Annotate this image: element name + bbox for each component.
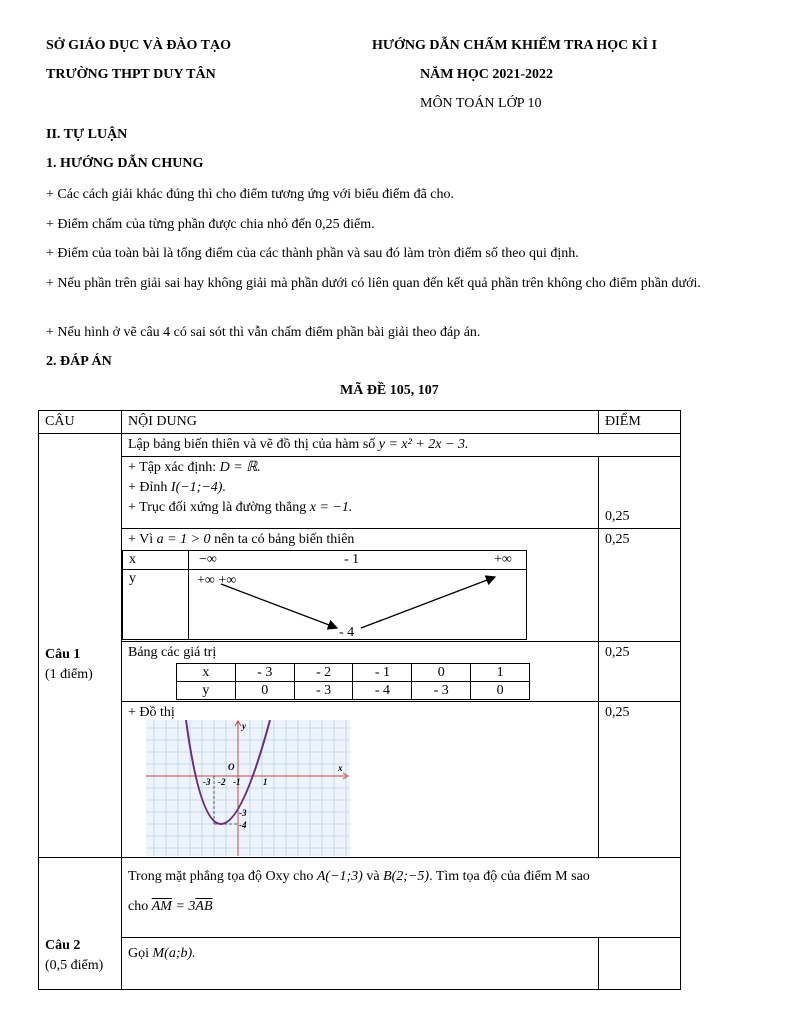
general-item: + Các cách giải khác đúng thì cho điểm tương ứng với biểu điểm đã cho. [46,187,454,202]
q1-var-formula: a = 1 > 0 [156,532,211,547]
general-item: + Điểm chấm của từng phần được chia nhỏ đến 0,25 điểm. [46,217,375,232]
general-item: + Điểm của toàn bài là tổng điểm của các thành phần và sau đó làm tròn điểm số theo qui định. [46,246,579,261]
q1-domain-formula: D = ℝ. [219,460,261,475]
var-x-left: −∞ [199,552,217,567]
q1-var-prefix: + Vì [128,532,154,547]
values-x-cell: 0 [412,664,471,682]
subject: MÔN TOÁN LỚP 10 [420,96,542,111]
q2-point-b: B(2;−5) [383,869,430,884]
q2-task [122,858,681,938]
general-item: + Nếu phần trên giải sai hay không giải mà phần dưới có liên quan đến kết quả phần trên không cho điểm phần dưới. [46,276,701,291]
q1-task [122,434,681,457]
var-y-label: y [123,570,189,640]
q2-conj: và [366,869,380,884]
values-table [176,663,530,700]
q2-task-text-2: cho [128,899,149,914]
values-x-cell: - 2 [294,664,353,682]
q1-vertex-formula: I(−1;−4). [170,480,226,495]
q1-task-text: Lập bảng biến thiên và vẽ đồ thị của hàm số [128,437,376,452]
graph-tick: -3 [203,777,211,787]
dept-name: SỞ GIÁO DỤC VÀ ĐÀO TẠO [46,38,232,53]
q1-score-2: 0,25 [599,529,681,642]
values-y-cell: 0 [235,682,294,700]
general-item: + Nếu hình ở vẽ câu 4 có sai sót thì vẫn chấm điểm phần bài giải theo đáp án. [46,325,481,340]
values-y-label: y [177,682,236,700]
graph-tick: 1 [263,777,268,787]
variation-table [122,550,527,640]
var-x-right: +∞ [494,552,512,567]
q2-let: Gọi [128,946,149,961]
q2-vector-am: $\overline{AM}$ [151,899,172,914]
school-year: NĂM HỌC 2021-2022 [420,67,553,82]
q2-score [599,938,681,990]
values-x-cell: 1 [471,664,530,682]
answers-title: 2. ĐÁP ÁN [46,354,112,369]
var-x-row [189,551,527,570]
var-y-row [189,570,527,640]
var-x-mid: - 1 [344,552,360,567]
arrow-down [221,584,337,628]
var-y-left: +∞ +∞ [197,573,237,588]
graph-tick: -2 [218,777,226,787]
graph-tick: -3 [239,808,247,818]
values-y-cell: - 4 [353,682,412,700]
values-x-cell: - 3 [235,664,294,682]
graph-label-y: y [242,721,246,731]
q1-values-label: Bảng các giá trị [128,645,217,660]
answer-table [38,410,681,990]
q1-axis: + Trục đối xứng là đường thẳng [128,500,307,515]
var-y-min: - 4 [339,625,355,640]
q1-values-cell [122,642,599,702]
q2-eq: = 3 [175,899,196,914]
q1-points: (1 điểm) [45,667,93,682]
values-y-cell: 0 [471,682,530,700]
section-title: II. TỰ LUẬN [46,127,128,142]
graph-label-origin: O [228,762,235,772]
graph-tick: -1 [233,777,241,787]
values-x-cell: - 1 [353,664,412,682]
values-x-label: x [177,664,236,682]
arrow-up [361,577,495,628]
q1-function: y = x² + 2x − 3. [378,437,469,452]
header-cell: CÂU [39,411,122,434]
variation-arrows [189,570,527,640]
header-cell: NỘI DUNG [122,411,599,434]
header-cell: ĐIỂM [599,411,681,434]
q1-graph-label: + Đồ thị [128,705,175,720]
values-y-cell: - 3 [294,682,353,700]
general-title: 1. HƯỚNG DẪN CHUNG [46,156,204,171]
q1-label-cell [39,434,122,858]
q1-score-4: 0,25 [599,702,681,858]
q1-var-suffix: nên ta có bảng biến thiên [214,532,355,547]
q1-domain: + Tập xác định: [128,460,217,475]
doc-title: HƯỚNG DẪN CHẤM KHIỂM TRA HỌC KÌ I [372,38,658,53]
parabola-graph [146,720,350,856]
q1-variation-cell [122,529,599,642]
q2-let-formula: M(a;b). [152,946,196,961]
q1-axis-formula: x = −1. [309,500,353,515]
q2-solution-cell [122,938,599,990]
q1-label: Câu 1 [45,647,81,662]
values-y-cell: - 3 [412,682,471,700]
var-x-label: x [123,551,189,570]
q2-vector-ab: $\overline{AB}$ [195,899,213,914]
q1-domain-cell [122,457,599,529]
q2-label: Câu 2 [45,938,81,953]
q2-task-text: Trong mặt phẳng tọa độ Oxy cho [128,869,314,884]
graph-label-x: x [338,763,343,773]
q1-graph-cell [122,702,599,858]
code-title: MÃ ĐỀ 105, 107 [340,383,439,398]
q2-points: (0,5 điểm) [45,958,104,973]
q1-score-1: 0,25 [599,457,681,529]
q2-point-a: A(−1;3) [316,869,363,884]
q2-label-cell [39,858,122,990]
graph-tick: -4 [239,820,247,830]
q2-task-suffix: . Tìm tọa độ của điểm M sao [429,869,590,884]
school-name: TRƯỜNG THPT DUY TÂN [46,67,216,82]
q1-vertex: + Đỉnh [128,480,168,495]
q1-score-3: 0,25 [599,642,681,702]
